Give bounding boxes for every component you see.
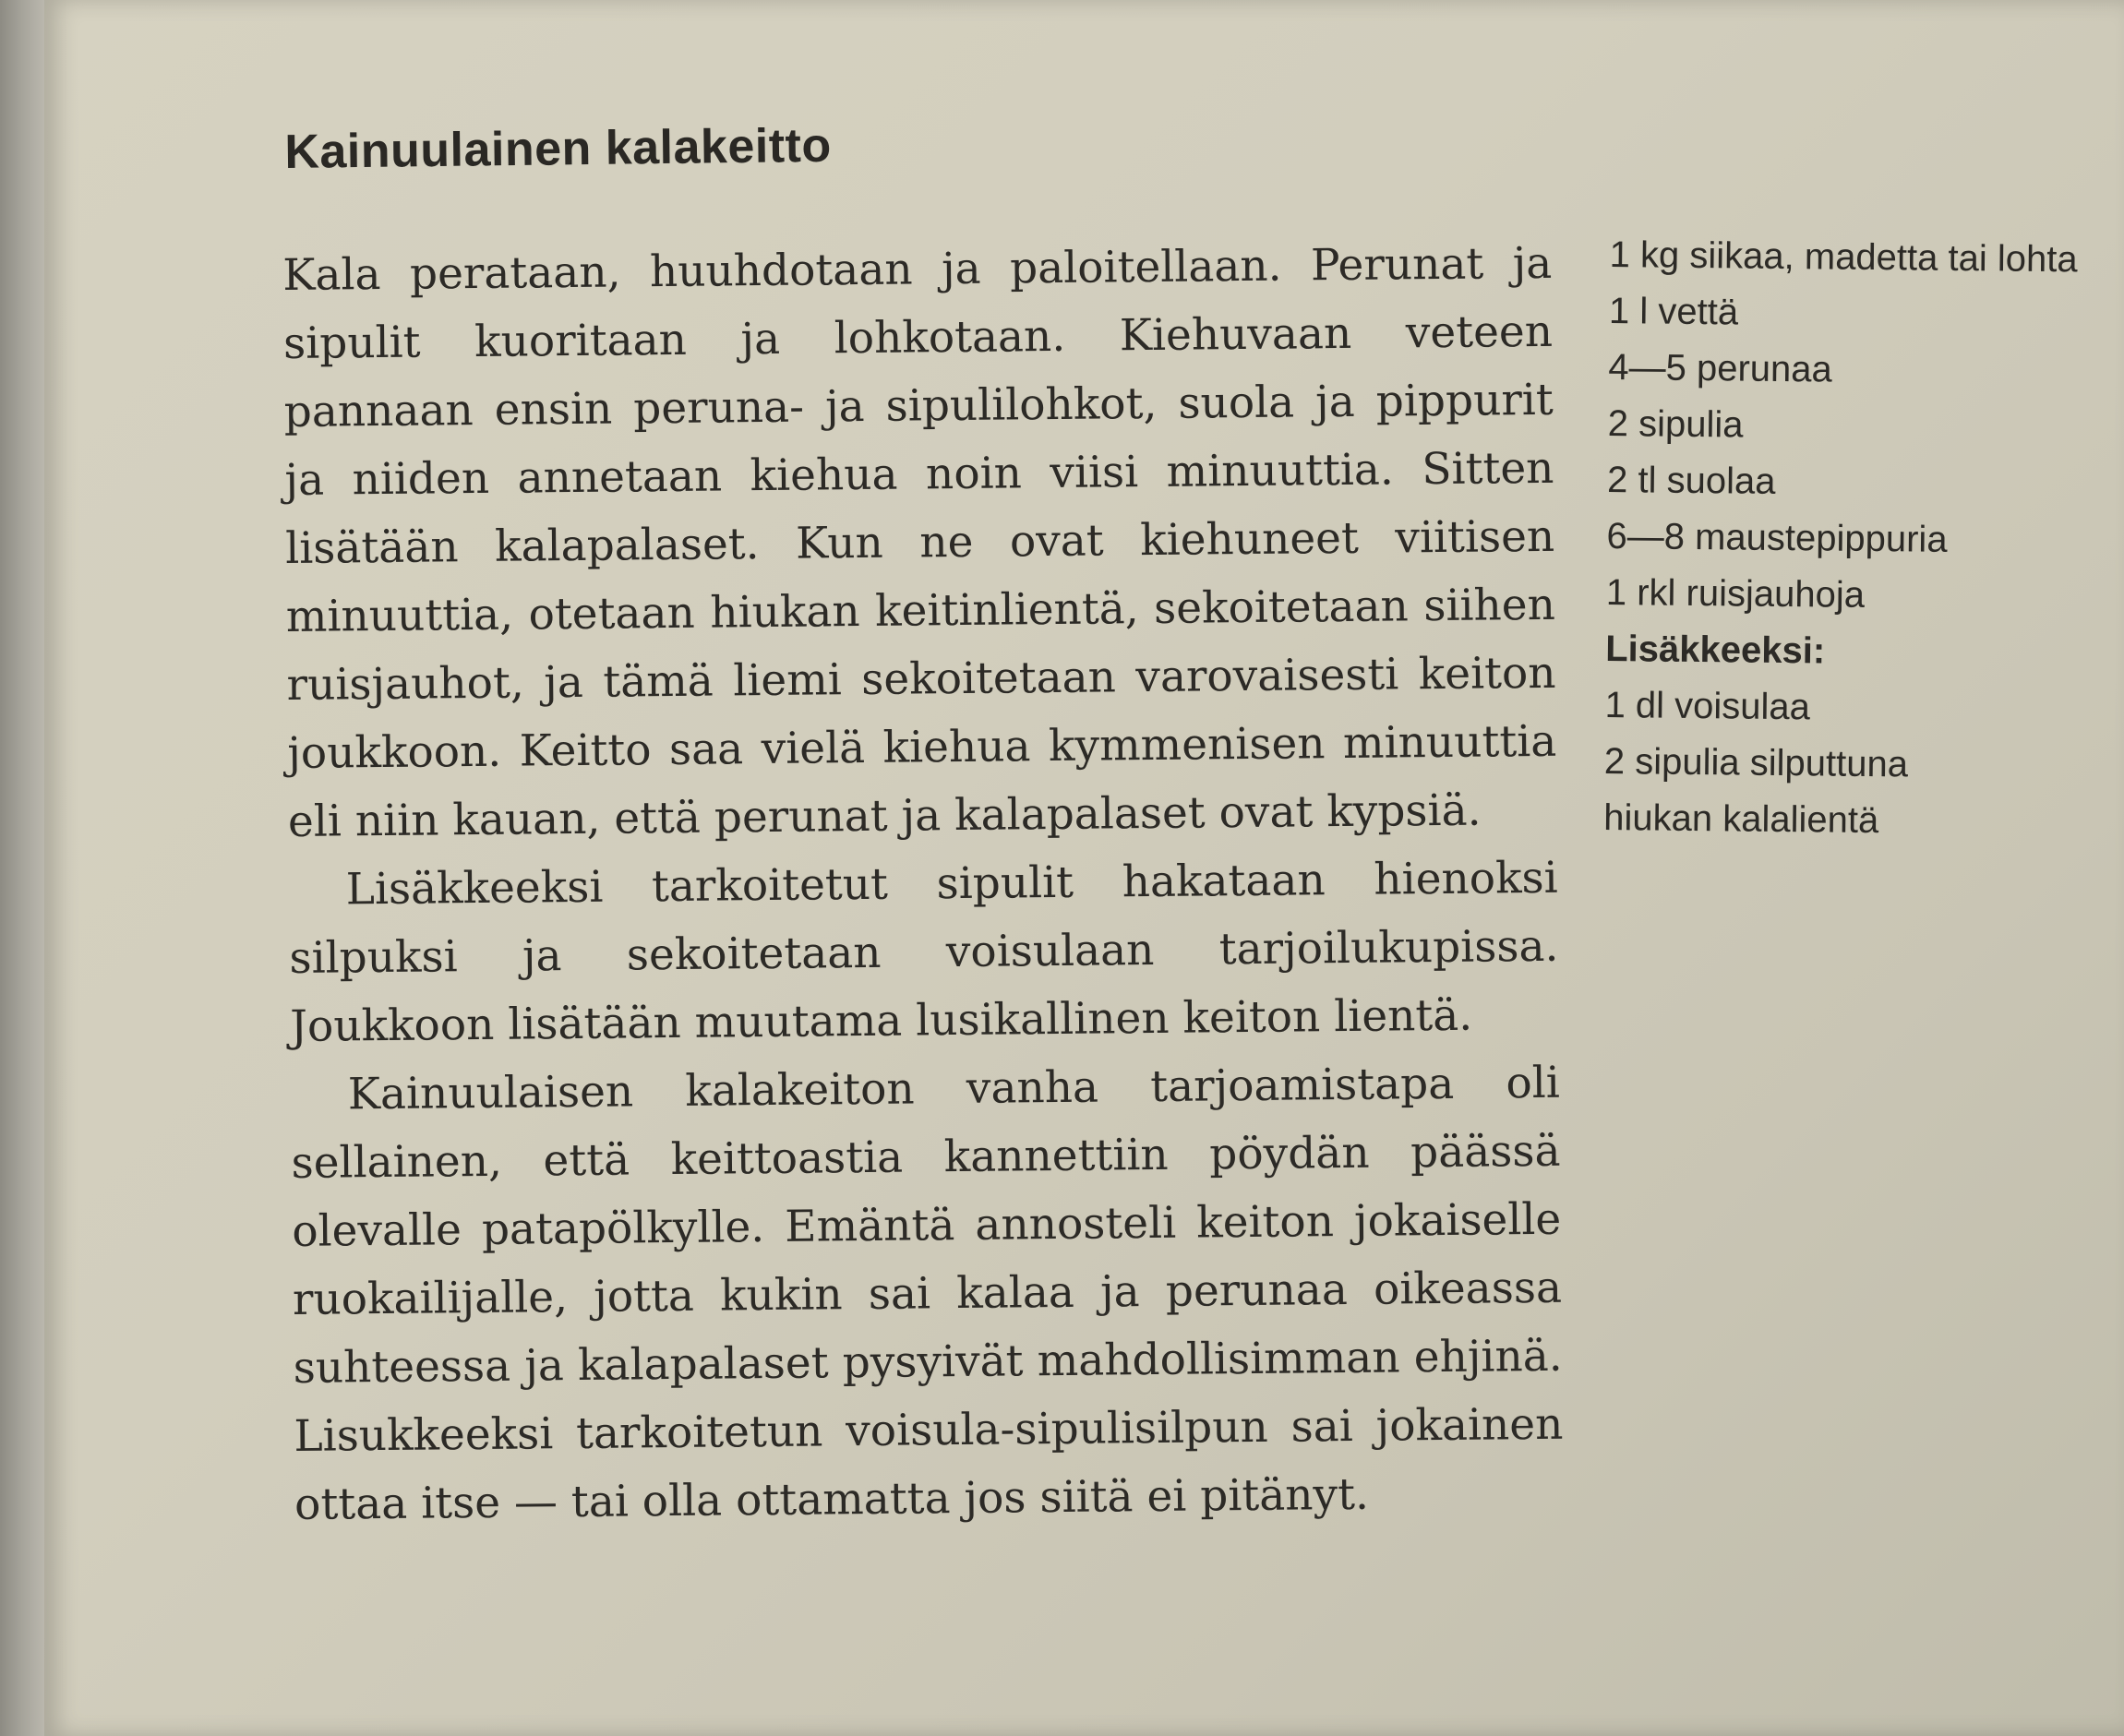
ingredient-item: 1 kg siikaa, madetta tai lohta xyxy=(1609,233,2078,281)
side-ingredient-item: 1 dl voisulaa xyxy=(1604,684,1811,728)
side-ingredient-item: 2 sipulia silputtuna xyxy=(1603,740,1909,785)
ingredient-item: 4—5 perunaa xyxy=(1608,346,1833,390)
instruction-paragraph-3: Kainuulaisen kalakeiton vanha tarjoamistapa oli sellainen, että keittoastia kannettiin pöydän päässä olevalle patapölkylle. Emäntä annosteli keiton jokaiselle ruokailijalle, jotta kukin sai kalaa ja perunaa oikeassa suhteessa ja kalapalaset pysyivät mahdollisimman ehjinä. Lisukkeeksi tarkoitetun voisula-sipulisilpun sai jokainen ottaa itse — tai olla ottamatta jos siitä ei pitänyt. xyxy=(291,1057,1564,1530)
side-ingredient-item: hiukan kalalientä xyxy=(1603,796,1879,842)
ingredient-item: 1 rkl ruisjauhoja xyxy=(1605,571,1866,616)
ingredient-item: 2 tl suolaa xyxy=(1606,459,1776,502)
book-page xyxy=(44,0,2124,1736)
ingredient-list xyxy=(1603,227,2124,852)
recipe-title: Kainuulainen kalakeitto xyxy=(284,118,832,179)
instruction-paragraph-2: Lisäkkeeksi tarkoitetut sipulit hakataan hienoksi silpuksi ja sekoitetaan voisulaan tarjoilukupissa. Joukkoon lisätään muutama lusikallinen keiton lientä. xyxy=(289,852,1559,1052)
instruction-paragraph-1: Kala perataan, huuhdotaan ja paloitellaan. Perunat ja sipulit kuoritaan ja lohkotaan. Kiehuvaan veteen pannaan ensin peruna- ja sipulilohkot, suola ja pippurit ja niiden annetaan kiehua noin viisi minuuttia. Sitten lisätään kalapalaset. Kun ne ovat kiehuneet viitisen minuuttia, otetaan hiukan keitinlientä, sekoitetaan siihen ruisjauhot, ja tämä liemi sekoitetaan varovaisesti keiton joukkoon. Keitto saa vielä kiehua kymmenisen minuuttia eli niin kauan, että perunat ja kalapalaset ovat kypsiä. xyxy=(282,237,1557,847)
recipe-instructions xyxy=(282,230,1564,1539)
ingredient-item: 6—8 maustepippuria xyxy=(1606,515,1948,560)
ingredient-item: 2 sipulia xyxy=(1607,402,1744,446)
ingredient-item: 1 l vettä xyxy=(1608,290,1739,333)
side-dish-heading: Lisäkkeeksi: xyxy=(1604,628,1826,672)
